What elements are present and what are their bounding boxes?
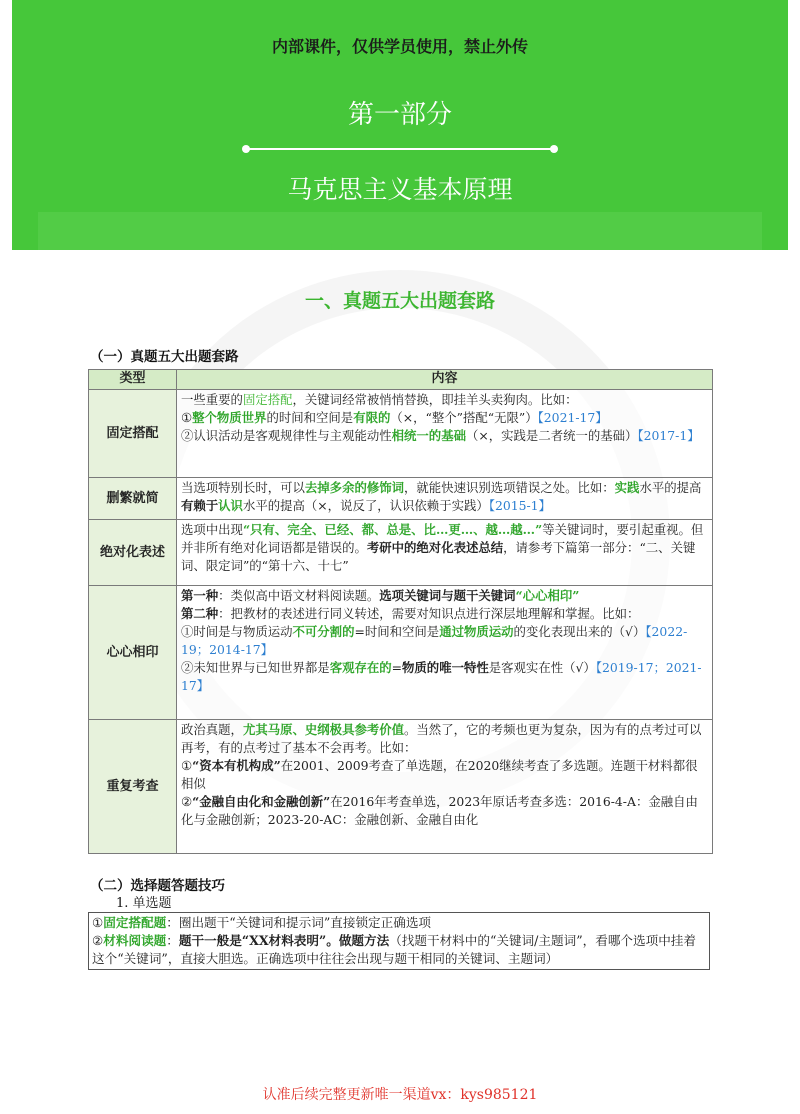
row-type: 删繁就简 bbox=[89, 478, 177, 520]
table-row bbox=[89, 390, 713, 478]
table-row bbox=[89, 720, 713, 854]
header-type: 类型 bbox=[89, 370, 177, 390]
row-content: 选项中出现“只有、完全、已经、都、总是、比…更…、越…越…”等关键词时，要引起重视。但并非所有绝对化词语都是错误的。考研中的绝对化表述总结，请参考下篇第一部分：“二、关键词、限定词”的“第十六、十七” bbox=[177, 520, 713, 586]
row-type: 绝对化表述 bbox=[89, 520, 177, 586]
question-patterns-table bbox=[88, 369, 713, 854]
row-content: 一些重要的固定搭配，关键词经常被悄悄替换，即挂羊头卖狗肉。比如： ①整个物质世界的时间和空间是有限的（×，“整个”搭配“无限”）【2021-17】 ②认识活动是客观规律性与主观能动性相统一的基础（×，实践是二者统一的基础）【2017-1】 bbox=[177, 390, 713, 478]
footer-channel-notice: 认准后续完整更新唯一渠道vx：kys985121 bbox=[262, 1087, 538, 1103]
table-row bbox=[89, 478, 713, 520]
chapter-title: 马克思主义基本原理 bbox=[287, 175, 513, 204]
subsection-heading-2: （二）选择题答题技巧 bbox=[90, 878, 225, 894]
table-row bbox=[89, 520, 713, 586]
row-type: 心心相印 bbox=[89, 586, 177, 720]
banner-band bbox=[38, 212, 762, 250]
internal-notice: 内部课件，仅供学员使用，禁止外传 bbox=[271, 37, 528, 56]
row-type: 重复考查 bbox=[89, 720, 177, 854]
header-content: 内容 bbox=[177, 370, 713, 390]
row-content: 第一种：类似高中语文材料阅读题。选项关键词与题干关键词“心心相印” 第二种：把教材的表述进行同义转述，需要对知识点进行深层地理解和掌握。比如： ①时间是与物质运动不可分割的=时间和空间是通过物质运动的变化表现出来的（√）【2022-19；2014-17】 ②未知世界与已知世界都是客观存在的=物质的唯一特性是客观实在性（√）【2019-17；2021-17】 bbox=[177, 586, 713, 720]
part-title: 第一部分 bbox=[347, 100, 452, 130]
title-divider bbox=[246, 148, 554, 150]
section-title: 一、真题五大出题套路 bbox=[304, 290, 495, 312]
tips-box: ①固定搭配题：圈出题干“关键词和提示词”直接锁定正确选项 ②材料阅读题：题干一般是“XX材料表明”。做题方法（找题干材料中的“关键词/主题词”，看哪个选项中挂着这个“关键词”，直接大胆选。正确选项中往往会出现与题干相同的关键词、主题词） bbox=[88, 912, 710, 970]
row-type: 固定搭配 bbox=[89, 390, 177, 478]
subsection-heading-1: （一）真题五大出题套路 bbox=[90, 349, 239, 365]
table-row bbox=[89, 586, 713, 720]
row-content: 当选项特别长时，可以去掉多余的修饰词，就能快速识别选项错误之处。比如：实践水平的提高有赖于认识水平的提高（×，说反了，认识依赖于实践）【2015-1】 bbox=[177, 478, 713, 520]
row-content: 政治真题，尤其马原、史纲极具参考价值。当然了，它的考频也更为复杂，因为有的点考过可以再考，有的点考过了基本不会再考。比如： ①“资本有机构成”在2001、2009考查了单选题，在2020继续考查了多选题。连题干材料都很相似 ②“金融自由化和金融创新”在2016年考查单选，2023年原话考查多选：2016-4-A：金融自由化与金融创新；2023-20-AC：金融创新、金融自由化 bbox=[177, 720, 713, 854]
single-choice-label: 1. 单选题 bbox=[116, 896, 172, 911]
table-header-row bbox=[89, 370, 713, 390]
